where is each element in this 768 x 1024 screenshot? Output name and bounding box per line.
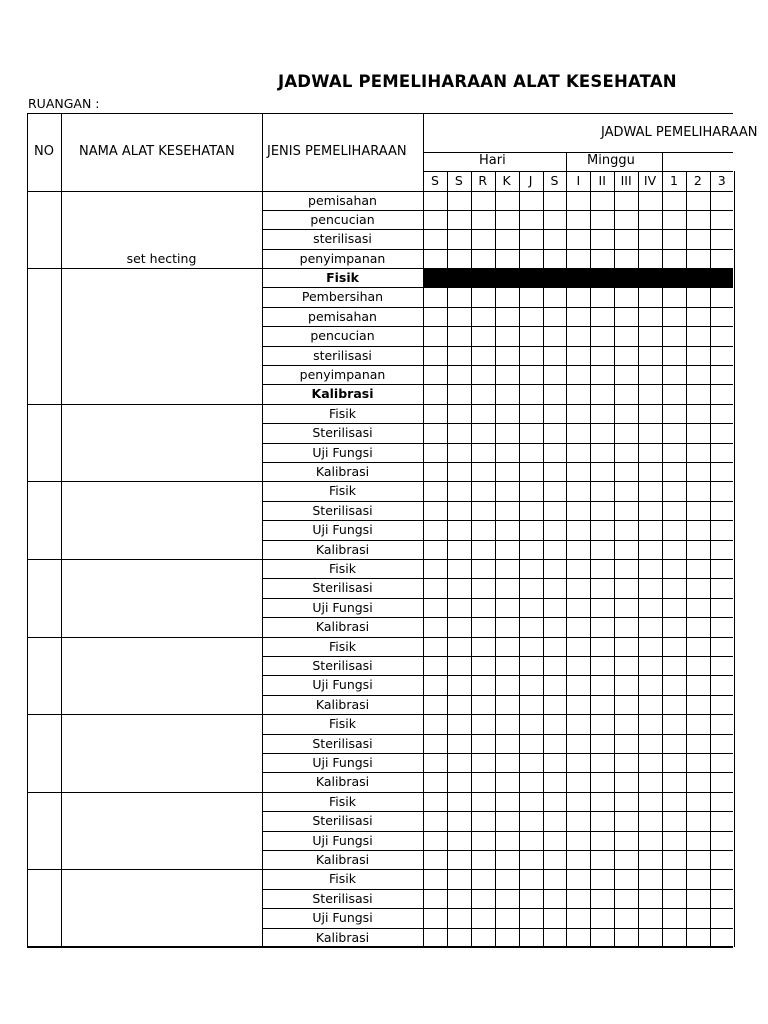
maintenance-type-cell: Kalibrasi: [315, 929, 370, 945]
maintenance-type-cell: Pembersihan: [301, 289, 384, 305]
grid-line-h: [262, 501, 733, 502]
header-jadwal-pemeliharaan: JADWAL PEMELIHARAAN: [601, 125, 758, 140]
grid-line-h: [262, 772, 733, 773]
grid-line-v: [734, 171, 735, 947]
maintenance-type-cell: penyimpanan: [299, 367, 386, 383]
header-nama-alat: NAMA ALAT KESEHATAN: [79, 144, 235, 159]
grid-line-h: [262, 928, 733, 929]
maintenance-type-cell: Kalibrasi: [311, 386, 374, 402]
grid-line-h: [27, 869, 733, 870]
grid-line-h: [27, 191, 733, 192]
maintenance-type-cell: Sterilisasi: [312, 813, 373, 829]
maintenance-type-cell: Fisik: [329, 871, 356, 887]
grid-line-h: [262, 811, 733, 812]
day-col-header: 2: [693, 173, 702, 188]
day-col-header: J: [528, 173, 533, 188]
grid-line-v: [27, 113, 28, 947]
grid-line-h: [262, 753, 733, 754]
grid-line-h: [27, 792, 733, 793]
maintenance-type-cell: Kalibrasi: [315, 774, 370, 790]
grid-line-h: [27, 481, 733, 482]
grid-line-v: [566, 152, 567, 171]
maintenance-type-cell: Uji Fungsi: [312, 444, 373, 460]
grid-line-h: [262, 287, 733, 288]
maintenance-type-cell: Fisik: [329, 405, 356, 421]
grid-line-h: [262, 210, 733, 211]
grid-line-h: [27, 637, 733, 638]
maintenance-type-cell: Kalibrasi: [315, 464, 370, 480]
grid-line-h: [262, 617, 733, 618]
grid-line-h: [262, 346, 733, 347]
maintenance-type-cell: pemisahan: [308, 192, 377, 208]
maintenance-type-cell: Fisik: [329, 638, 356, 654]
header-jenis-pemeliharaan: JENIS PEMELIHARAAN: [267, 144, 407, 159]
grid-line-h: [262, 598, 733, 599]
grid-line-h: [27, 947, 733, 948]
grid-line-h: [262, 326, 733, 327]
day-col-header: IV: [643, 173, 657, 188]
maintenance-type-cell: Fisik: [329, 716, 356, 732]
grid-line-h: [262, 229, 733, 230]
header-no: NO: [34, 144, 54, 159]
grid-line-h: [262, 423, 733, 424]
maintenance-type-cell: Sterilisasi: [312, 580, 373, 596]
maintenance-type-cell: pencucian: [310, 328, 375, 344]
maintenance-type-cell: Sterilisasi: [312, 890, 373, 906]
grid-line-h: [262, 307, 733, 308]
maintenance-type-cell: Fisik: [326, 270, 359, 286]
grid-line-h: [27, 559, 733, 560]
grid-line-h: [262, 578, 733, 579]
day-col-header: S: [454, 173, 463, 188]
grid-line-h: [262, 365, 733, 366]
day-col-header: II: [598, 173, 606, 188]
maintenance-type-cell: Fisik: [329, 561, 356, 577]
grid-line-h: [262, 889, 733, 890]
maintenance-type-cell: Sterilisasi: [312, 425, 373, 441]
grid-line-h: [262, 384, 733, 385]
grid-line-v: [662, 152, 663, 171]
grid-line-h: [27, 404, 733, 405]
day-col-header: S: [550, 173, 559, 188]
grid-line-h: [262, 656, 733, 657]
maintenance-type-cell: Sterilisasi: [312, 735, 373, 751]
grid-line-h: [262, 462, 733, 463]
day-col-header: S: [430, 173, 439, 188]
maintenance-type-cell: Uji Fungsi: [312, 910, 373, 926]
equipment-name-cell: set hecting: [126, 250, 197, 266]
maintenance-type-cell: sterilisasi: [313, 347, 372, 363]
document-title: JADWAL PEMELIHARAAN ALAT KESEHATAN: [278, 72, 677, 91]
maintenance-type-cell: Uji Fungsi: [312, 677, 373, 693]
grid-line-h: [262, 850, 733, 851]
grid-line-h: [262, 249, 733, 250]
day-col-header: III: [620, 173, 632, 188]
maintenance-type-cell: Sterilisasi: [312, 658, 373, 674]
day-col-header: R: [478, 173, 488, 188]
header-hari: Hari: [479, 153, 506, 168]
grid-line-h: [262, 831, 733, 832]
header-minggu: Minggu: [587, 153, 635, 168]
grid-line-h: [262, 675, 733, 676]
maintenance-type-cell: Kalibrasi: [315, 852, 370, 867]
maintenance-type-cell: Uji Fungsi: [312, 599, 373, 615]
maintenance-type-cell: Fisik: [329, 483, 356, 499]
grid-line-h: [262, 443, 733, 444]
grid-line-h: [262, 520, 733, 521]
maintenance-type-cell: Uji Fungsi: [312, 522, 373, 538]
maintenance-type-cell: Fisik: [329, 793, 356, 809]
grid-line-h: [27, 268, 733, 269]
day-col-header: I: [576, 173, 581, 188]
grid-line-h: [262, 540, 733, 541]
grid-line-h: [423, 152, 733, 153]
grid-line-h: [262, 695, 733, 696]
grid-line-h: [262, 734, 733, 735]
day-col-header: 1: [669, 173, 678, 188]
day-col-header: 3: [717, 173, 726, 188]
maintenance-type-cell: Uji Fungsi: [312, 755, 373, 771]
ruangan-label: RUANGAN :: [28, 96, 100, 111]
grid-line-h: [262, 908, 733, 909]
grid-line-v: [262, 113, 263, 947]
maintenance-type-cell: pemisahan: [308, 308, 377, 324]
maintenance-type-cell: pencucian: [310, 211, 375, 227]
grid-line-v: [61, 113, 62, 947]
grid-line-h: [27, 714, 733, 715]
maintenance-type-cell: penyimpanan: [299, 250, 386, 266]
grid-line-v: [423, 113, 424, 947]
maintenance-type-cell: Sterilisasi: [312, 502, 373, 518]
day-col-header: K: [502, 173, 511, 188]
maintenance-type-cell: Kalibrasi: [315, 541, 370, 557]
grid-line-h: [27, 113, 733, 114]
maintenance-type-cell: Kalibrasi: [315, 696, 370, 712]
maintenance-type-cell: Kalibrasi: [315, 619, 370, 635]
maintenance-schedule-table: [27, 113, 758, 947]
maintenance-type-cell: sterilisasi: [313, 231, 372, 247]
maintenance-type-cell: Uji Fungsi: [312, 832, 373, 848]
